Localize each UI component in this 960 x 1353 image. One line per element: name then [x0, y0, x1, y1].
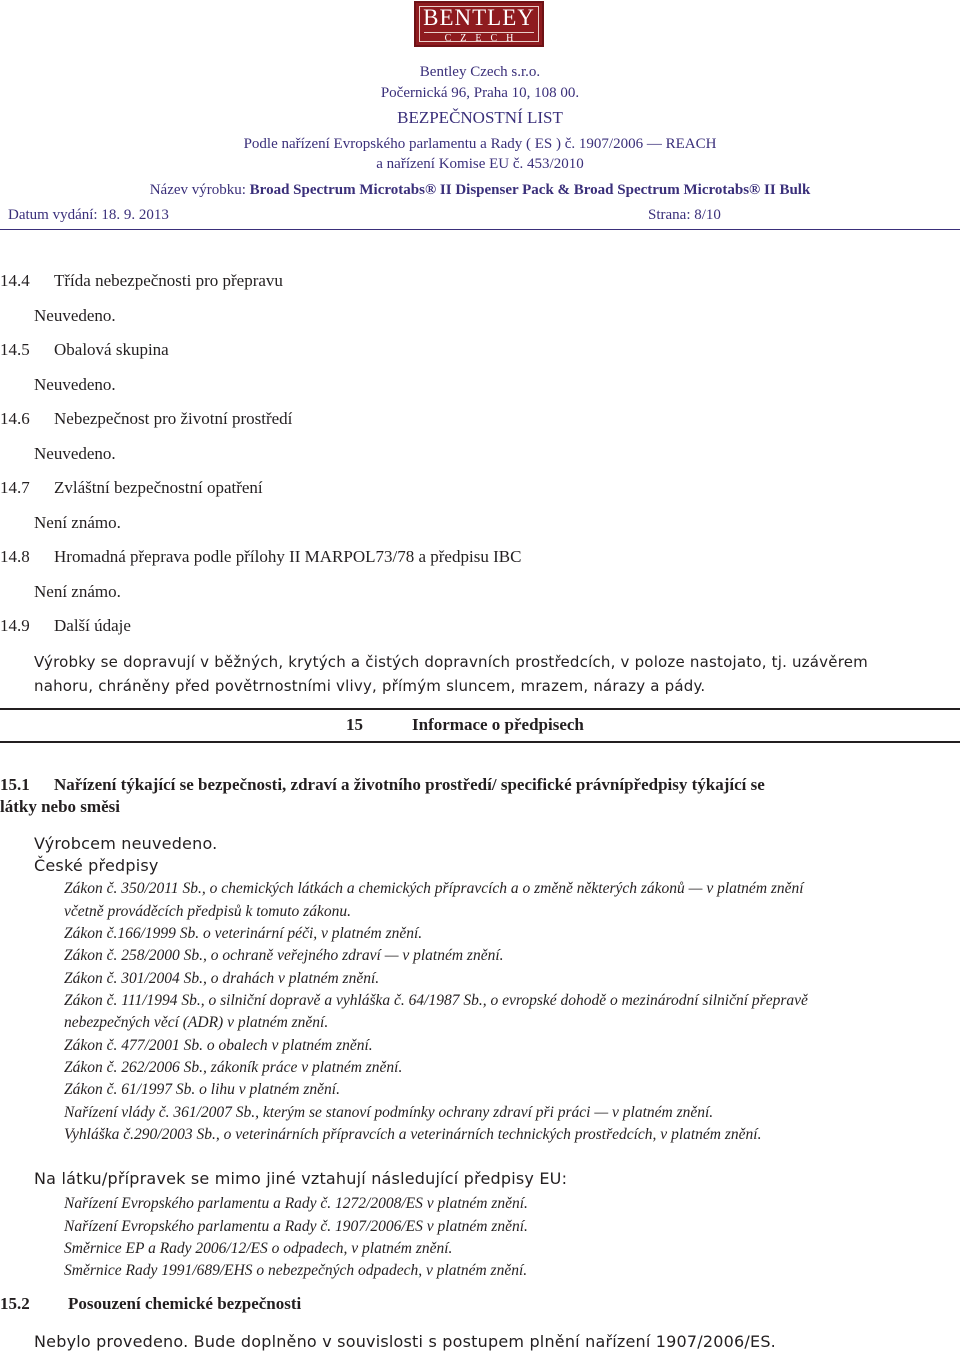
section-number: 14.4	[0, 271, 30, 290]
czech-law-item: Zákon č. 262/2006 Sb., zákoník práce v platném znění.	[64, 1059, 403, 1076]
czech-law-item: Zákon č. 258/2000 Sb., o ochraně veřejného zdraví — v platném znění.	[64, 947, 504, 964]
regulation-line-1: Podle nařízení Evropského parlamentu a Rady ( ES ) č. 1907/2006 — REACH	[243, 136, 717, 152]
czech-law-item: Zákon č.166/1999 Sb. o veterinární péči, v platném znění.	[64, 925, 423, 942]
section-14-5-heading	[0, 340, 169, 360]
section-number: 14.6	[0, 409, 30, 428]
section-14-7-value: Není známo.	[34, 513, 121, 532]
section-15-top-rule	[0, 708, 960, 710]
header-divider	[0, 229, 960, 230]
company-logo	[414, 1, 544, 47]
section-number: 15.1	[0, 775, 30, 794]
section-title: Zvláštní bezpečnostní opatření	[54, 478, 263, 497]
czech-law-item: Zákon č. 61/1997 Sb. o lihu v platném znění.	[64, 1081, 340, 1098]
page-number: Strana: 8/10	[648, 207, 721, 223]
section-14-7-heading	[0, 478, 263, 498]
czech-law-item: Nařízení vlády č. 361/2007 Sb., kterým se stanoví podmínky ochrany zdraví při práci — v platném znění.	[64, 1104, 714, 1121]
czech-law-item: včetně prováděcích předpisů k tomuto zákonu.	[64, 903, 351, 920]
section-15-bottom-rule	[0, 741, 960, 743]
section-14-9-text-1: Výrobky se dopravují v běžných, krytých a čistých dopravních prostředcích, v poloze nastojato, tj. uzávěrem	[34, 653, 868, 671]
regulation-line-2: a nařízení Komise EU č. 453/2010	[376, 156, 584, 172]
eu-regulations-heading: Na látku/přípravek se mimo jiné vztahují následující předpisy EU:	[34, 1169, 568, 1188]
section-number: 14.7	[0, 478, 30, 497]
product-label: Název výrobku:	[149, 182, 246, 198]
company-address: Počernická 96, Praha 10, 108 00.	[380, 85, 580, 101]
czech-law-item: Zákon č. 350/2011 Sb., o chemických látkách a chemických přípravcích a o změně některých zákonů — v platném znění	[64, 880, 804, 897]
section-14-8-heading	[0, 547, 521, 567]
section-title: Hromadná přeprava podle přílohy II MARPOL73/78 a předpisu IBC	[54, 547, 522, 566]
eu-law-item: Směrnice Rady 1991/689/EHS o nebezpečných odpadech, v platném znění.	[64, 1262, 528, 1279]
section-14-9-text-2: nahoru, chráněny před povětrnostními vlivy, přímým sluncem, mrazem, nárazy a pády.	[34, 677, 706, 695]
czech-law-item: nebezpečných věcí (ADR) v platném znění.	[64, 1014, 329, 1031]
eu-law-item: Nařízení Evropského parlamentu a Rady č. 1907/2006/ES v platném znění.	[64, 1218, 528, 1235]
section-number: 15	[346, 715, 363, 734]
section-15-1-heading	[0, 775, 765, 795]
section-title: Nebezpečnost pro životní prostředí	[54, 409, 293, 428]
issue-date: Datum vydání: 18. 9. 2013	[8, 207, 169, 223]
section-15-1-heading-line-2: látky nebo směsi	[0, 797, 120, 816]
eu-law-item: Nařízení Evropského parlamentu a Rady č. 1272/2008/ES v platném znění.	[64, 1195, 528, 1212]
czech-law-item: Zákon č. 477/2001 Sb. o obalech v platném znění.	[64, 1037, 373, 1054]
company-name: Bentley Czech s.r.o.	[419, 64, 541, 80]
logo-sub: CZECH	[444, 33, 523, 44]
section-title: Třída nebezpečnosti pro přepravu	[54, 271, 283, 290]
section-14-9-heading	[0, 616, 131, 636]
logo-word: BENTLEY	[423, 5, 535, 30]
product-name: Broad Spectrum Microtabs® II Dispenser Pack & Broad Spectrum Microtabs® II Bulk	[249, 182, 811, 198]
section-number: 14.8	[0, 547, 30, 566]
section-15-heading	[346, 715, 584, 735]
section-14-6-value: Neuvedeno.	[34, 444, 116, 463]
section-14-5-value: Neuvedeno.	[34, 375, 116, 394]
czech-law-item: Vyhláška č.290/2003 Sb., o veterinárních přípravcích a veterinárních technických prostředcích, v platném znění.	[64, 1126, 762, 1143]
section-title-line-1: Nařízení týkající se bezpečnosti, zdraví a životního prostředí/ specifické právnípředpisy týkající se	[54, 775, 765, 794]
section-14-6-heading	[0, 409, 292, 429]
czech-law-item: Zákon č. 301/2004 Sb., o drahách v platném znění.	[64, 970, 380, 987]
section-15-2-text: Nebylo provedeno. Bude doplněno v souvislosti s postupem plnění nařízení 1907/2006/ES.	[34, 1332, 776, 1351]
manufacturer-note: Výrobcem neuvedeno.	[34, 834, 218, 853]
eu-law-item: Směrnice EP a Rady 2006/12/ES o odpadech, v platném znění.	[64, 1240, 453, 1257]
section-number: 14.9	[0, 616, 30, 635]
section-14-4-heading	[0, 271, 283, 291]
section-14-4-value: Neuvedeno.	[34, 306, 116, 325]
document-title: BEZPEČNOSTNÍ LIST	[397, 108, 563, 127]
section-title: Informace o předpisech	[412, 715, 584, 734]
section-title: Obalová skupina	[54, 340, 169, 359]
section-15-2-heading	[0, 1294, 301, 1314]
czech-regulations-heading: České předpisy	[34, 856, 159, 875]
section-number: 14.5	[0, 340, 30, 359]
section-title: Další údaje	[54, 616, 131, 635]
product-line	[0, 182, 960, 199]
section-14-8-value: Není známo.	[34, 582, 121, 601]
section-title: Posouzení chemické bezpečnosti	[68, 1294, 302, 1313]
section-number: 15.2	[0, 1294, 30, 1313]
czech-law-item: Zákon č. 111/1994 Sb., o silniční dopravě a vyhláška č. 64/1987 Sb., o evropské dohodě o mezinárodní silniční přepravě	[64, 992, 808, 1009]
